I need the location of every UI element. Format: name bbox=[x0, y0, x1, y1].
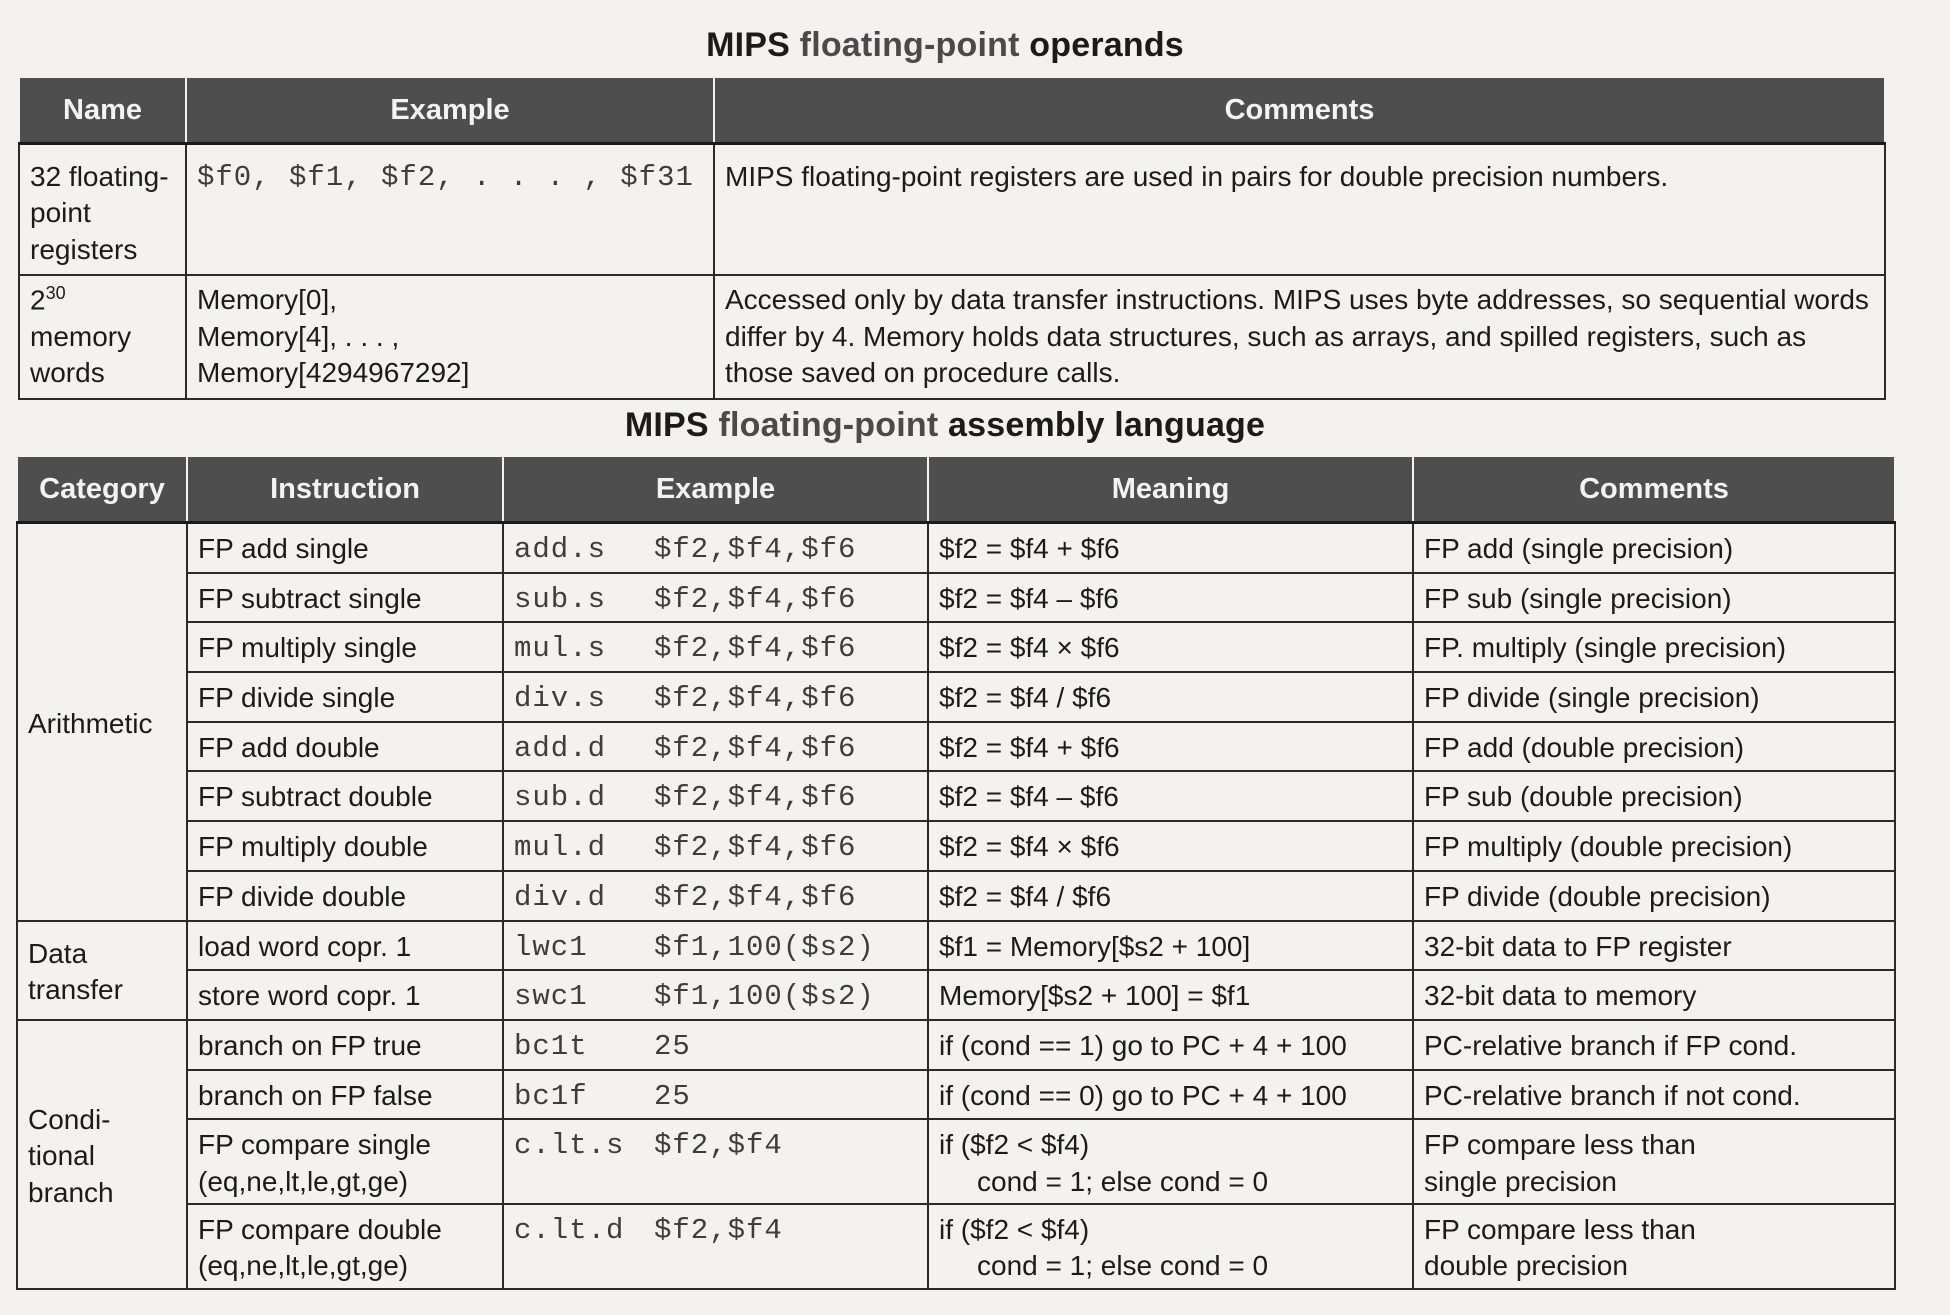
table-row bbox=[19, 144, 1885, 276]
table-row bbox=[17, 1070, 1895, 1120]
meaning-line: if ($f2 < $f4) bbox=[939, 1129, 1090, 1161]
comment-line: FP compare less than bbox=[1424, 1129, 1696, 1161]
operands: $f1,100($s2) bbox=[654, 930, 875, 964]
instruction-cell: branch on FP false bbox=[187, 1070, 503, 1120]
comment-cell: FP multiply (double precision) bbox=[1413, 821, 1895, 871]
example-cell bbox=[503, 1119, 928, 1204]
header-comments: Comments bbox=[714, 77, 1885, 144]
meaning-cell bbox=[928, 1204, 1413, 1289]
comment-cell: PC-relative branch if not cond. bbox=[1413, 1070, 1895, 1120]
instruction-cell bbox=[187, 1204, 503, 1289]
comment-line: single precision bbox=[1424, 1165, 1617, 1197]
table-row bbox=[17, 573, 1895, 623]
operands: $f2,$f4,$f6 bbox=[654, 731, 857, 765]
instruction-cell: FP multiply single bbox=[187, 622, 503, 672]
operands: $f2,$f4,$f6 bbox=[654, 533, 857, 566]
example-line: Memory[0], bbox=[197, 284, 338, 316]
example-cell bbox=[503, 722, 928, 772]
meaning-cell bbox=[928, 1119, 1413, 1204]
comment-cell: FP. multiply (single precision) bbox=[1413, 622, 1895, 672]
operands: $f2,$f4,$f6 bbox=[654, 632, 857, 666]
operand-example bbox=[186, 275, 714, 399]
operands: 25 bbox=[654, 1029, 691, 1063]
assembly-title-pre: MIPS bbox=[624, 406, 709, 444]
operands: $f2,$f4,$f6 bbox=[654, 831, 857, 865]
comment-cell: FP divide (double precision) bbox=[1413, 871, 1895, 921]
assembly-title-post: assembly language bbox=[948, 406, 1266, 444]
opcode: mul.d bbox=[514, 831, 607, 865]
instruction-cell: FP subtract single bbox=[187, 573, 503, 623]
operands-title-pre: MIPS bbox=[706, 26, 791, 64]
table-row bbox=[17, 622, 1895, 672]
operands: $f2,$f4,$f6 bbox=[654, 682, 857, 716]
meaning-line: cond = 1; else cond = 0 bbox=[977, 1165, 1269, 1197]
opcode: bc1t bbox=[514, 1029, 588, 1063]
assembly-title bbox=[0, 406, 1890, 445]
table-row bbox=[19, 275, 1885, 399]
operand-name-exp: 30 bbox=[45, 283, 66, 304]
instruction-line: FP compare double bbox=[198, 1214, 442, 1246]
instruction-cell: FP add single bbox=[187, 523, 503, 573]
comment-cell: PC-relative branch if FP cond. bbox=[1413, 1020, 1895, 1070]
meaning-cell: $f2 = $f4 + $f6 bbox=[928, 523, 1413, 573]
table-row bbox=[17, 871, 1895, 921]
category-data-transfer: Data transfer bbox=[17, 921, 187, 1020]
header-instruction: Instruction bbox=[187, 456, 503, 523]
table-row bbox=[17, 1119, 1895, 1204]
meaning-cell: $f1 = Memory[$s2 + 100] bbox=[928, 921, 1413, 971]
meaning-cell: $f2 = $f4 × $f6 bbox=[928, 622, 1413, 672]
assembly-title-mid: floating-point bbox=[718, 406, 939, 444]
example-cell bbox=[503, 771, 928, 821]
instruction-cell: FP add double bbox=[187, 722, 503, 772]
instruction-line: FP compare single bbox=[198, 1129, 431, 1161]
comment-line: FP compare less than bbox=[1424, 1214, 1696, 1246]
comment-cell: 32-bit data to FP register bbox=[1413, 921, 1895, 971]
opcode: add.s bbox=[514, 533, 607, 566]
assembly-table bbox=[16, 455, 1896, 1290]
meaning-cell: $f2 = $f4 – $f6 bbox=[928, 771, 1413, 821]
meaning-cell: if (cond == 1) go to PC + 4 + 100 bbox=[928, 1020, 1413, 1070]
operand-name-base: 2 bbox=[30, 284, 46, 316]
header-meaning: Meaning bbox=[928, 456, 1413, 523]
example-cell bbox=[503, 672, 928, 722]
example-cell bbox=[503, 871, 928, 921]
operands: $f2,$f4 bbox=[654, 1129, 783, 1163]
opcode: lwc1 bbox=[514, 930, 588, 964]
example-cell bbox=[503, 1020, 928, 1070]
header-name: Name bbox=[19, 77, 186, 144]
example-cell bbox=[503, 622, 928, 672]
example-line: Memory[4294967292] bbox=[197, 356, 470, 388]
table-row bbox=[17, 970, 1895, 1020]
meaning-line: cond = 1; else cond = 0 bbox=[977, 1250, 1269, 1282]
meaning-cell: $f2 = $f4 × $f6 bbox=[928, 821, 1413, 871]
assembly-header-row bbox=[17, 456, 1895, 523]
operands-table bbox=[18, 76, 1886, 400]
header-example: Example bbox=[186, 77, 714, 144]
example-line: Memory[4], . . . , bbox=[197, 320, 400, 352]
operand-name: 32 floating-point registers bbox=[19, 144, 186, 276]
table-row bbox=[17, 771, 1895, 821]
comment-line: double precision bbox=[1424, 1250, 1628, 1282]
table-row bbox=[17, 1020, 1895, 1070]
operands: $f1,100($s2) bbox=[654, 980, 875, 1014]
opcode: mul.s bbox=[514, 632, 607, 666]
instruction-line: (eq,ne,lt,le,gt,ge) bbox=[198, 1250, 409, 1282]
opcode: sub.s bbox=[514, 582, 607, 616]
meaning-line: if ($f2 < $f4) bbox=[939, 1214, 1090, 1246]
instruction-cell: FP subtract double bbox=[187, 771, 503, 821]
opcode: swc1 bbox=[514, 980, 588, 1014]
comment-cell: FP add (double precision) bbox=[1413, 722, 1895, 772]
opcode: div.s bbox=[514, 682, 607, 716]
opcode: sub.d bbox=[514, 781, 607, 815]
meaning-cell: $f2 = $f4 – $f6 bbox=[928, 573, 1413, 623]
instruction-cell: FP multiply double bbox=[187, 821, 503, 871]
meaning-cell: $f2 = $f4 + $f6 bbox=[928, 722, 1413, 772]
category-arithmetic: Arithmetic bbox=[17, 523, 187, 921]
operands: $f2,$f4,$f6 bbox=[654, 781, 857, 815]
instruction-cell: load word copr. 1 bbox=[187, 921, 503, 971]
operands: $f2,$f4 bbox=[654, 1214, 783, 1248]
operand-example: $f0, $f1, $f2, . . . , $f31 bbox=[186, 144, 714, 276]
opcode: add.d bbox=[514, 731, 607, 765]
opcode: c.lt.s bbox=[514, 1129, 625, 1163]
comment-cell bbox=[1413, 1204, 1895, 1289]
example-cell bbox=[503, 970, 928, 1020]
opcode: div.d bbox=[514, 880, 607, 914]
table-row bbox=[17, 672, 1895, 722]
header-comments: Comments bbox=[1413, 456, 1895, 523]
operands-header-row bbox=[19, 77, 1885, 144]
instruction-cell: store word copr. 1 bbox=[187, 970, 503, 1020]
header-example: Example bbox=[503, 456, 928, 523]
operands-title-post: operands bbox=[1029, 26, 1184, 64]
table-row bbox=[17, 821, 1895, 871]
opcode: c.lt.d bbox=[514, 1214, 625, 1248]
meaning-cell: Memory[$s2 + 100] = $f1 bbox=[928, 970, 1413, 1020]
comment-cell: 32-bit data to memory bbox=[1413, 970, 1895, 1020]
operands: $f2,$f4,$f6 bbox=[654, 582, 857, 616]
operands: 25 bbox=[654, 1079, 691, 1113]
instruction-line: (eq,ne,lt,le,gt,ge) bbox=[198, 1165, 409, 1197]
comment-cell: FP sub (double precision) bbox=[1413, 771, 1895, 821]
example-cell bbox=[503, 821, 928, 871]
table-row bbox=[17, 523, 1895, 573]
instruction-cell: FP divide single bbox=[187, 672, 503, 722]
comment-cell: FP divide (single precision) bbox=[1413, 672, 1895, 722]
meaning-cell: if (cond == 0) go to PC + 4 + 100 bbox=[928, 1070, 1413, 1120]
opcode: bc1f bbox=[514, 1079, 588, 1113]
operands: $f2,$f4,$f6 bbox=[654, 880, 857, 914]
header-category: Category bbox=[17, 456, 187, 523]
table-row bbox=[17, 1204, 1895, 1289]
operand-name-rest: memory words bbox=[30, 320, 132, 389]
table-row bbox=[17, 921, 1895, 971]
instruction-cell: branch on FP true bbox=[187, 1020, 503, 1070]
comment-cell: FP add (single precision) bbox=[1413, 523, 1895, 573]
example-cell bbox=[503, 1070, 928, 1120]
operands-title-mid: floating-point bbox=[799, 26, 1020, 64]
operands-title bbox=[0, 26, 1890, 65]
category-conditional-branch: Condi-tional branch bbox=[17, 1020, 187, 1289]
operand-comment: Accessed only by data transfer instructions. MIPS uses byte addresses, so sequential words differ by 4. Memory holds data structures, such as arrays, and spilled registers, such as those saved on procedure calls. bbox=[714, 275, 1885, 399]
example-cell bbox=[503, 573, 928, 623]
comment-cell bbox=[1413, 1119, 1895, 1204]
meaning-cell: $f2 = $f4 / $f6 bbox=[928, 672, 1413, 722]
instruction-cell: FP divide double bbox=[187, 871, 503, 921]
example-cell bbox=[503, 921, 928, 971]
operand-comment: MIPS floating-point registers are used in pairs for double precision numbers. bbox=[714, 144, 1885, 276]
operand-name bbox=[19, 275, 186, 399]
table-row bbox=[17, 722, 1895, 772]
meaning-cell: $f2 = $f4 / $f6 bbox=[928, 871, 1413, 921]
example-cell bbox=[503, 1204, 928, 1289]
instruction-cell bbox=[187, 1119, 503, 1204]
example-cell bbox=[503, 523, 928, 573]
comment-cell: FP sub (single precision) bbox=[1413, 573, 1895, 623]
